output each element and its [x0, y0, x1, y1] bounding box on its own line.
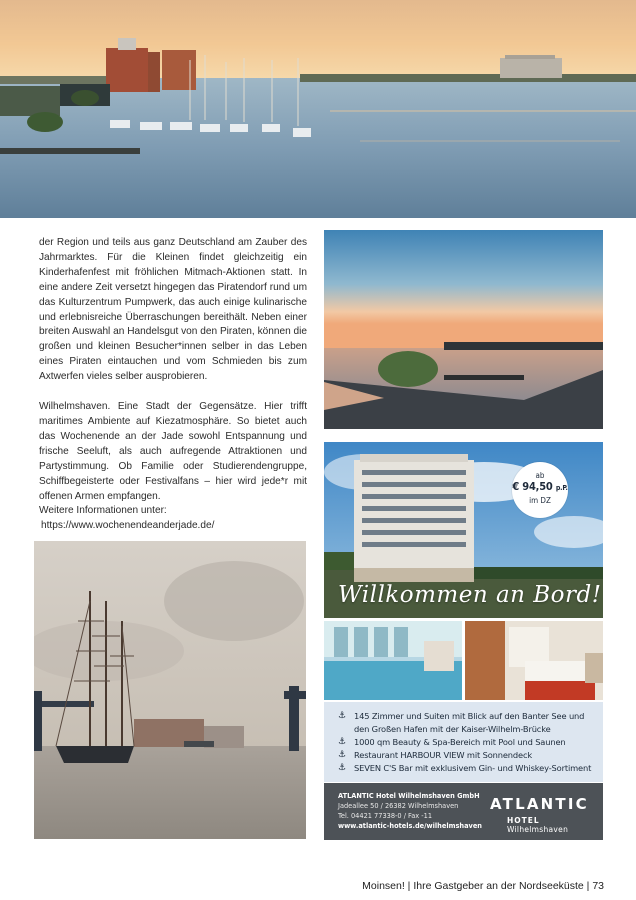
- article-paragraph-2: Wilhelmshaven. Eine Stadt der Gegensätze. Hier trifft maritimes Ambiente auf Kiezatmosphäre. So bietet auch das Wochenende an der Jade sowohl Entspannung und frische Seeluft, als auch aufregende Attraktionen und Partystimmung. Ob Familie oder Studierendengruppe, Schiffbegeisterte oder Festivalfans – hier wird jede*r mit offenen Armen empfangen.: [39, 401, 307, 502]
- spa-pool-photo: [324, 621, 462, 700]
- anchor-icon: ⚓: [338, 750, 346, 760]
- atlantic-logo: ATLANTIC: [490, 795, 589, 813]
- hotel-company-name: ATLANTIC Hotel Wilhelmshaven GmbH: [338, 792, 480, 800]
- price-unit: p.P.: [555, 484, 568, 492]
- hotel-contact-footer: [324, 783, 603, 840]
- anchor-icon: ⚓: [338, 711, 346, 721]
- hotel-features: [324, 702, 603, 782]
- tall-ship-photo: [34, 541, 306, 839]
- hotel-phone: Tel. 04421 77338-0 / Fax -11: [338, 812, 433, 820]
- anchor-icon: ⚓: [338, 737, 346, 747]
- hotel-website[interactable]: www.atlantic-hotels.de/wilhelmshaven: [338, 822, 482, 830]
- harbour-photo: [0, 0, 636, 218]
- more-info-label: Weitere Informationen unter:: [39, 505, 167, 517]
- price-value: € 94,50: [512, 480, 553, 493]
- feature-item: ⚓ 145 Zimmer und Suiten mit Blick auf den Banter See und den Großen Hafen mit der Kaiser-Wilhelm-Brücke: [338, 711, 585, 734]
- welcome-headline: Willkommen an Bord!: [338, 582, 602, 608]
- atlantic-logo-sub: HOTEL Wilhelmshaven: [507, 816, 569, 834]
- price-prefix: ab: [535, 471, 545, 480]
- sunset-harbour-photo: [324, 230, 603, 429]
- feature-item: ⚓ SEVEN C'S Bar mit exklusivem Gin- und Whiskey-Sortiment: [338, 763, 592, 773]
- hotel-street: Jadeallee 50 / 26382 Wilhelmshaven: [338, 802, 459, 810]
- hotel-room-photo: [465, 621, 603, 700]
- article-body: [39, 236, 307, 534]
- hotel-advertisement: [324, 442, 603, 840]
- price-suffix: im DZ: [529, 496, 551, 505]
- hotel-address: [338, 791, 482, 831]
- feature-item: ⚓ Restaurant HARBOUR VIEW mit Sonnendeck: [338, 750, 533, 760]
- article-paragraph-1: der Region und teils aus ganz Deutschland am Zauber des Jahrmarktes. Für die Kleinen findet gleichzeitig ein Kinderhafenfest mit fröhlichen Mitmach-Aktionen statt. In eine andere Zeit versetzt hingegen das Piratendorf rund um das Kulturzentrum Pumpwerk, das auch einige kulinarische und erlebnisreiche Überraschungen bereithält. Neben einer breiten Auswahl an Handelsgut von den Piraten, können die großen und kleinen Besucher*innen selber in das Leben eines Piraten eintauchen und vom Schmieden bis zum Axtwerfen vieles selber ausprobieren.: [39, 237, 307, 383]
- anchor-icon: ⚓: [338, 763, 346, 773]
- page-footer: Moinsen! | Ihre Gastgeber an der Nordseeküste | 73: [362, 880, 604, 892]
- feature-item: ⚓ 1000 qm Beauty & Spa-Bereich mit Pool und Saunen: [338, 737, 566, 747]
- price-badge: [512, 462, 568, 518]
- more-info-link[interactable]: https://www.wochenendeanderjade.de/: [41, 520, 215, 532]
